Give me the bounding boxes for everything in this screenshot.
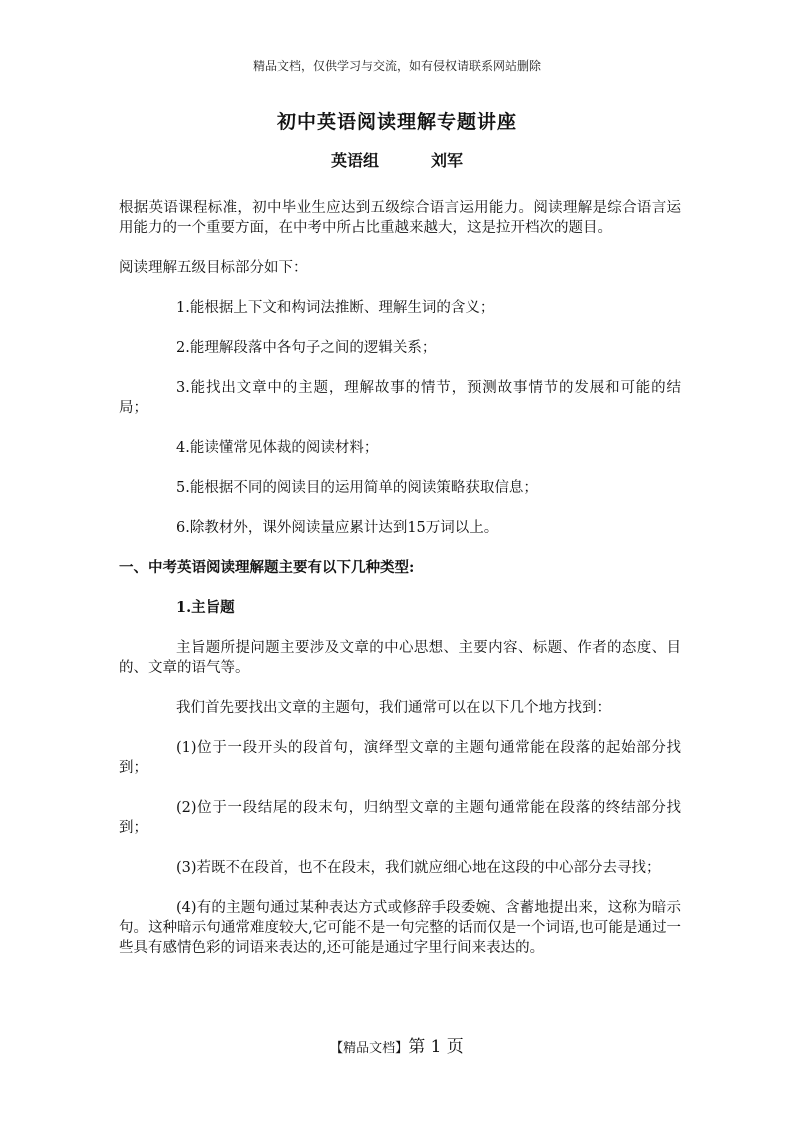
goal-item: 2.能理解段落中各句子之间的逻辑关系；: [176, 340, 437, 356]
body-paragraph: 我们首先要找出文章的主题句，我们通常可以在以下几个地方找到：: [176, 700, 611, 716]
intro-paragraph: 根据英语课程标准，初中毕业生应达到五级综合语言运用能力。阅读理解是综合语言运用能力的一个重要方面，在中考中所占比重越来越大，这是拉开档次的题目。: [119, 200, 681, 236]
goal-item: 3.能找出文章中的主题，理解故事的情节，预测故事情节的发展和可能的结局；: [119, 380, 681, 416]
list-paragraph: (3)若既不在段首，也不在段末，我们就应细心地在这段的中心部分去寻找；: [176, 860, 661, 876]
goal-item: 6.除教材外，课外阅读量应累计达到15万词以上。: [176, 520, 499, 536]
group-name: 英语组: [330, 151, 379, 170]
goal-item: 5.能根据不同的阅读目的运用简单的阅读策略获取信息；: [176, 480, 538, 496]
goals-intro: 阅读理解五级目标部分如下：: [119, 260, 308, 276]
section-heading: 一、中考英语阅读理解题主要有以下几种类型:: [119, 559, 415, 576]
page-footer: [0, 1032, 794, 1057]
author-name: 刘军: [431, 151, 464, 170]
subsection-heading: 1.主旨题: [176, 599, 235, 616]
document-title: 初中英语阅读理解专题讲座: [276, 111, 517, 133]
author-line: [0, 148, 794, 171]
goal-item: 1.能根据上下文和构词法推断、理解生词的含义；: [176, 300, 495, 316]
goal-item: 4.能读懂常见体裁的阅读材料；: [176, 440, 379, 456]
body-paragraph: 主旨题所提问题主要涉及文章的中心思想、主要内容、标题、作者的态度、目的、文章的语气等。: [119, 640, 681, 676]
list-paragraph: (1)位于一段开头的段首句，演绎型文章的主题句通常能在段落的起始部分找到；: [119, 740, 681, 776]
list-paragraph: (2)位于一段结尾的段末句，归纳型文章的主题句通常能在段落的终结部分找到；: [119, 800, 681, 836]
page-number: 第 1 页: [408, 1037, 464, 1057]
header-notice: 精品文档，仅供学习与交流，如有侵权请联系网站删除: [252, 59, 541, 73]
list-paragraph: (4)有的主题句通过某种表达方式或修辞手段委婉、含蓄地提出来，这称为暗示句。这种暗示句通常难度较大,它可能不是一句完整的话而仅是一个词语,也可能是通过一些具有感情色彩的词语来表达的,还可能是通过字里行间来表达的。: [119, 900, 681, 956]
footer-tag: 【精品文档】: [330, 1041, 409, 1056]
document-body: [119, 198, 681, 978]
